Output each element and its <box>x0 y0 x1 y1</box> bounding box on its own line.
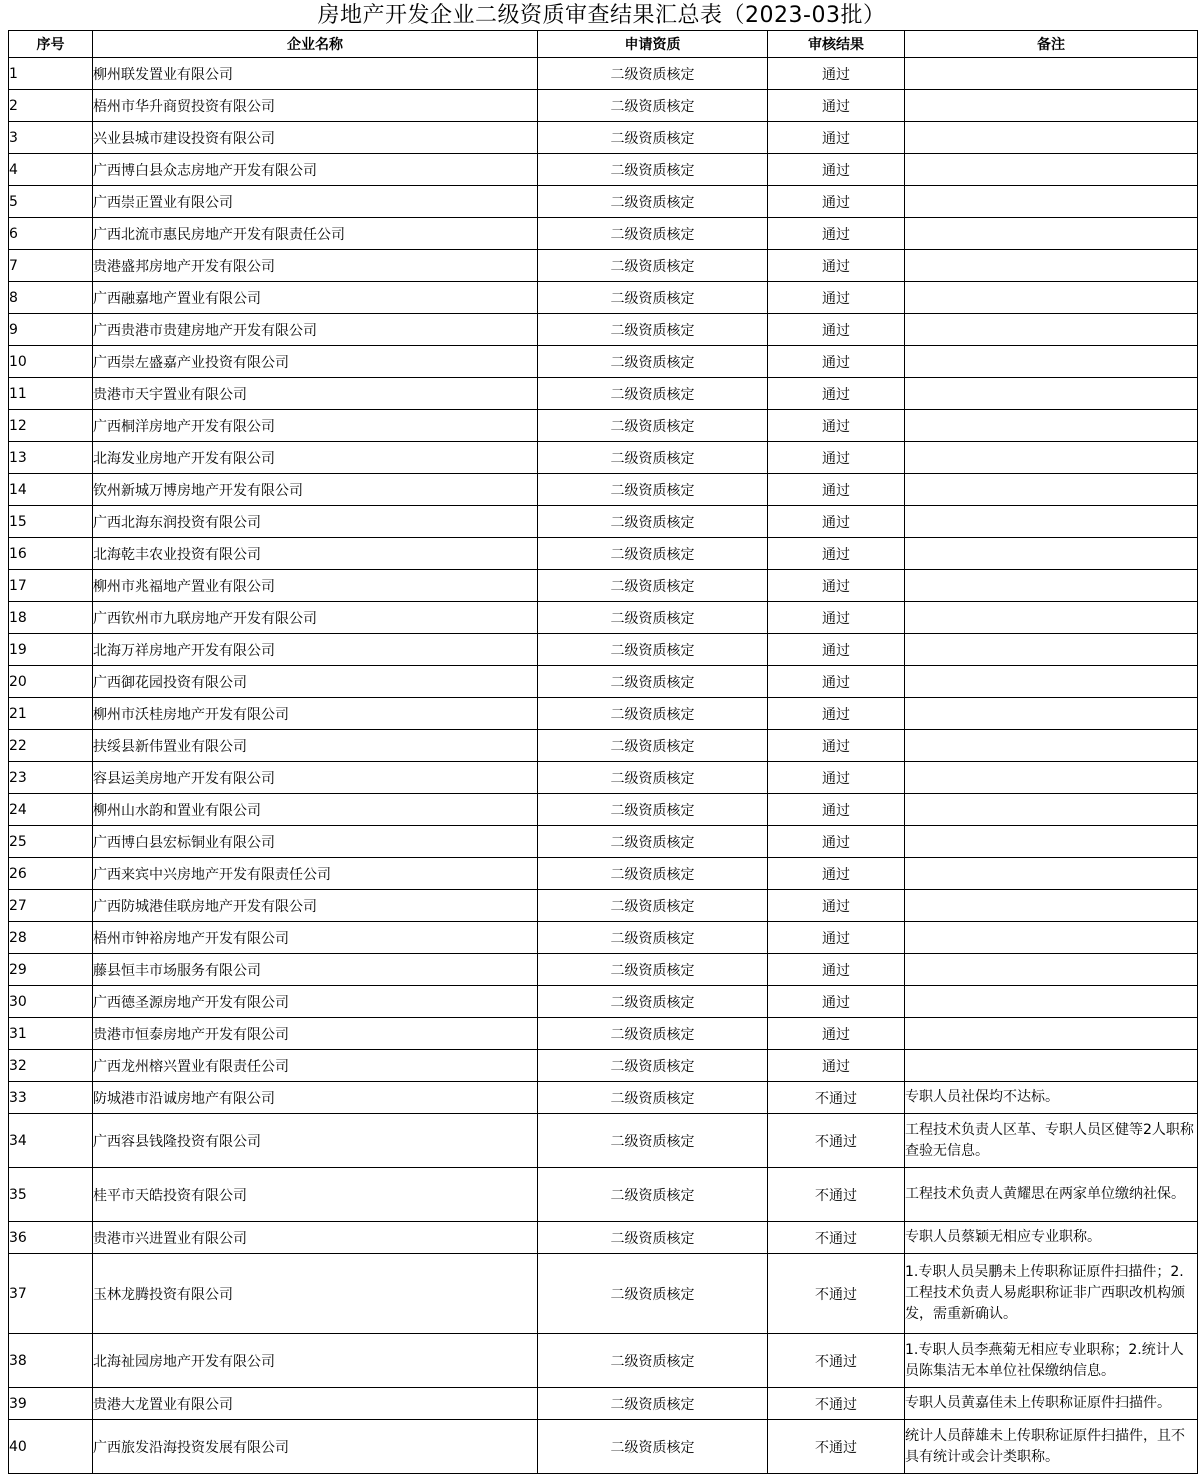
cell-remark <box>905 986 1198 1018</box>
cell-result: 通过 <box>768 1050 905 1082</box>
cell-company-name: 贵港市兴进置业有限公司 <box>93 1222 538 1254</box>
cell-company-name: 广西德圣源房地产开发有限公司 <box>93 986 538 1018</box>
cell-no: 9 <box>9 314 93 346</box>
cell-company-name: 柳州市兆福地产置业有限公司 <box>93 570 538 602</box>
cell-result: 不通过 <box>768 1334 905 1388</box>
cell-qualification: 二级资质核定 <box>538 1388 768 1420</box>
cell-no: 4 <box>9 154 93 186</box>
cell-remark <box>905 250 1198 282</box>
cell-qualification: 二级资质核定 <box>538 602 768 634</box>
cell-no: 13 <box>9 442 93 474</box>
cell-no: 16 <box>9 538 93 570</box>
cell-qualification: 二级资质核定 <box>538 154 768 186</box>
cell-no: 34 <box>9 1114 93 1168</box>
table-row <box>9 538 1198 570</box>
cell-result: 通过 <box>768 570 905 602</box>
cell-remark <box>905 506 1198 538</box>
cell-qualification: 二级资质核定 <box>538 250 768 282</box>
cell-qualification: 二级资质核定 <box>538 442 768 474</box>
table-row <box>9 826 1198 858</box>
cell-result: 通过 <box>768 186 905 218</box>
cell-result: 通过 <box>768 698 905 730</box>
header-result: 审核结果 <box>768 31 905 58</box>
table-row <box>9 794 1198 826</box>
cell-result: 不通过 <box>768 1168 905 1222</box>
cell-remark <box>905 474 1198 506</box>
cell-qualification: 二级资质核定 <box>538 58 768 90</box>
table-row <box>9 1222 1198 1254</box>
cell-remark <box>905 762 1198 794</box>
cell-company-name: 贵港市天宇置业有限公司 <box>93 378 538 410</box>
cell-company-name: 广西桐洋房地产开发有限公司 <box>93 410 538 442</box>
cell-no: 6 <box>9 218 93 250</box>
table-row <box>9 378 1198 410</box>
cell-no: 14 <box>9 474 93 506</box>
cell-qualification: 二级资质核定 <box>538 1168 768 1222</box>
cell-result: 通过 <box>768 442 905 474</box>
cell-qualification: 二级资质核定 <box>538 858 768 890</box>
cell-no: 3 <box>9 122 93 154</box>
table-row <box>9 1254 1198 1334</box>
cell-qualification: 二级资质核定 <box>538 218 768 250</box>
cell-qualification: 二级资质核定 <box>538 634 768 666</box>
table-row <box>9 666 1198 698</box>
cell-result: 不通过 <box>768 1420 905 1474</box>
table-row <box>9 1114 1198 1168</box>
cell-remark: 专职人员蔡颖无相应专业职称。 <box>905 1222 1198 1254</box>
cell-no: 15 <box>9 506 93 538</box>
table-row <box>9 890 1198 922</box>
table-row <box>9 442 1198 474</box>
cell-result: 通过 <box>768 730 905 762</box>
cell-company-name: 防城港市沿诚房地产有限公司 <box>93 1082 538 1114</box>
cell-company-name: 广西北海东润投资有限公司 <box>93 506 538 538</box>
cell-result: 通过 <box>768 218 905 250</box>
cell-company-name: 桂平市天皓投资有限公司 <box>93 1168 538 1222</box>
cell-result: 不通过 <box>768 1114 905 1168</box>
cell-remark <box>905 794 1198 826</box>
cell-company-name: 柳州山水韵和置业有限公司 <box>93 794 538 826</box>
cell-qualification: 二级资质核定 <box>538 1420 768 1474</box>
cell-company-name: 贵港盛邦房地产开发有限公司 <box>93 250 538 282</box>
table-row <box>9 410 1198 442</box>
table-row <box>9 858 1198 890</box>
table-row <box>9 506 1198 538</box>
cell-company-name: 柳州市沃桂房地产开发有限公司 <box>93 698 538 730</box>
cell-company-name: 北海发业房地产开发有限公司 <box>93 442 538 474</box>
cell-remark <box>905 922 1198 954</box>
cell-company-name: 广西崇正置业有限公司 <box>93 186 538 218</box>
cell-company-name: 广西博白县众志房地产开发有限公司 <box>93 154 538 186</box>
cell-qualification: 二级资质核定 <box>538 1114 768 1168</box>
header-remark: 备注 <box>905 31 1198 58</box>
cell-company-name: 广西北流市惠民房地产开发有限责任公司 <box>93 218 538 250</box>
cell-remark <box>905 154 1198 186</box>
cell-remark <box>905 858 1198 890</box>
cell-result: 通过 <box>768 762 905 794</box>
cell-company-name: 广西崇左盛嘉产业投资有限公司 <box>93 346 538 378</box>
cell-qualification: 二级资质核定 <box>538 1222 768 1254</box>
cell-result: 通过 <box>768 634 905 666</box>
cell-company-name: 兴业县城市建设投资有限公司 <box>93 122 538 154</box>
cell-no: 33 <box>9 1082 93 1114</box>
table-row <box>9 218 1198 250</box>
cell-result: 通过 <box>768 474 905 506</box>
cell-qualification: 二级资质核定 <box>538 346 768 378</box>
cell-remark <box>905 58 1198 90</box>
cell-company-name: 广西钦州市九联房地产开发有限公司 <box>93 602 538 634</box>
cell-remark <box>905 186 1198 218</box>
cell-result: 不通过 <box>768 1388 905 1420</box>
cell-remark <box>905 122 1198 154</box>
table-body <box>9 58 1198 1474</box>
cell-company-name: 梧州市钟裕房地产开发有限公司 <box>93 922 538 954</box>
cell-qualification: 二级资质核定 <box>538 378 768 410</box>
cell-qualification: 二级资质核定 <box>538 410 768 442</box>
cell-company-name: 贵港市恒泰房地产开发有限公司 <box>93 1018 538 1050</box>
cell-result: 通过 <box>768 538 905 570</box>
table-row <box>9 986 1198 1018</box>
cell-remark <box>905 538 1198 570</box>
cell-remark <box>905 570 1198 602</box>
table-row <box>9 1082 1198 1114</box>
cell-result: 不通过 <box>768 1222 905 1254</box>
cell-no: 21 <box>9 698 93 730</box>
cell-company-name: 北海祉园房地产开发有限公司 <box>93 1334 538 1388</box>
table-row <box>9 282 1198 314</box>
cell-no: 10 <box>9 346 93 378</box>
cell-qualification: 二级资质核定 <box>538 794 768 826</box>
table-row <box>9 314 1198 346</box>
cell-qualification: 二级资质核定 <box>538 826 768 858</box>
cell-remark <box>905 218 1198 250</box>
cell-remark: 专职人员黄嘉佳未上传职称证原件扫描件。 <box>905 1388 1198 1420</box>
table-row <box>9 58 1198 90</box>
cell-remark <box>905 602 1198 634</box>
table-row <box>9 1334 1198 1388</box>
cell-remark <box>905 378 1198 410</box>
cell-result: 通过 <box>768 602 905 634</box>
cell-no: 24 <box>9 794 93 826</box>
table-row <box>9 186 1198 218</box>
cell-no: 27 <box>9 890 93 922</box>
cell-company-name: 玉林龙腾投资有限公司 <box>93 1254 538 1334</box>
cell-no: 40 <box>9 1420 93 1474</box>
cell-no: 5 <box>9 186 93 218</box>
cell-no: 31 <box>9 1018 93 1050</box>
cell-remark: 1.专职人员李燕菊无相应专业职称；2.统计人员陈集洁无本单位社保缴纳信息。 <box>905 1334 1198 1388</box>
cell-qualification: 二级资质核定 <box>538 282 768 314</box>
cell-no: 36 <box>9 1222 93 1254</box>
cell-qualification: 二级资质核定 <box>538 666 768 698</box>
cell-remark <box>905 634 1198 666</box>
cell-no: 11 <box>9 378 93 410</box>
cell-result: 通过 <box>768 922 905 954</box>
header-qualification: 申请资质 <box>538 31 768 58</box>
cell-company-name: 广西防城港佳联房地产开发有限公司 <box>93 890 538 922</box>
cell-result: 通过 <box>768 666 905 698</box>
cell-qualification: 二级资质核定 <box>538 954 768 986</box>
cell-no: 32 <box>9 1050 93 1082</box>
table-row <box>9 698 1198 730</box>
cell-qualification: 二级资质核定 <box>538 90 768 122</box>
cell-no: 28 <box>9 922 93 954</box>
cell-company-name: 钦州新城万博房地产开发有限公司 <box>93 474 538 506</box>
cell-no: 26 <box>9 858 93 890</box>
cell-no: 35 <box>9 1168 93 1222</box>
cell-remark <box>905 1050 1198 1082</box>
table-row <box>9 154 1198 186</box>
cell-no: 2 <box>9 90 93 122</box>
table-row <box>9 1018 1198 1050</box>
cell-company-name: 容县运美房地产开发有限公司 <box>93 762 538 794</box>
table-row <box>9 634 1198 666</box>
cell-result: 通过 <box>768 890 905 922</box>
cell-result: 通过 <box>768 954 905 986</box>
cell-company-name: 贵港大龙置业有限公司 <box>93 1388 538 1420</box>
cell-company-name: 梧州市华升商贸投资有限公司 <box>93 90 538 122</box>
cell-remark: 工程技术负责人黄耀思在两家单位缴纳社保。 <box>905 1168 1198 1222</box>
cell-result: 通过 <box>768 90 905 122</box>
cell-result: 不通过 <box>768 1254 905 1334</box>
cell-qualification: 二级资质核定 <box>538 1050 768 1082</box>
table-row <box>9 570 1198 602</box>
cell-remark <box>905 826 1198 858</box>
table-row <box>9 762 1198 794</box>
cell-result: 通过 <box>768 378 905 410</box>
cell-no: 12 <box>9 410 93 442</box>
table-row <box>9 346 1198 378</box>
cell-no: 39 <box>9 1388 93 1420</box>
cell-result: 通过 <box>768 826 905 858</box>
cell-company-name: 广西融嘉地产置业有限公司 <box>93 282 538 314</box>
cell-no: 8 <box>9 282 93 314</box>
cell-qualification: 二级资质核定 <box>538 890 768 922</box>
cell-no: 1 <box>9 58 93 90</box>
cell-company-name: 柳州联发置业有限公司 <box>93 58 538 90</box>
cell-remark: 专职人员社保均不达标。 <box>905 1082 1198 1114</box>
table-row <box>9 474 1198 506</box>
cell-company-name: 广西龙州榕兴置业有限责任公司 <box>93 1050 538 1082</box>
cell-qualification: 二级资质核定 <box>538 122 768 154</box>
table-row <box>9 1420 1198 1474</box>
table-row <box>9 954 1198 986</box>
page-title: 房地产开发企业二级资质审查结果汇总表（2023-03批） <box>317 3 886 28</box>
table-row <box>9 250 1198 282</box>
cell-remark <box>905 1018 1198 1050</box>
cell-result: 通过 <box>768 282 905 314</box>
results-table <box>8 30 1198 1474</box>
table-row <box>9 1050 1198 1082</box>
header-company-name: 企业名称 <box>93 31 538 58</box>
cell-result: 通过 <box>768 794 905 826</box>
cell-remark <box>905 90 1198 122</box>
cell-qualification: 二级资质核定 <box>538 698 768 730</box>
cell-remark <box>905 666 1198 698</box>
cell-no: 19 <box>9 634 93 666</box>
cell-qualification: 二级资质核定 <box>538 922 768 954</box>
cell-qualification: 二级资质核定 <box>538 538 768 570</box>
cell-company-name: 广西贵港市贵建房地产开发有限公司 <box>93 314 538 346</box>
cell-no: 30 <box>9 986 93 1018</box>
cell-qualification: 二级资质核定 <box>538 186 768 218</box>
cell-company-name: 北海乾丰农业投资有限公司 <box>93 538 538 570</box>
cell-remark: 统计人员薛雄未上传职称证原件扫描件，且不具有统计或会计类职称。 <box>905 1420 1198 1474</box>
cell-no: 22 <box>9 730 93 762</box>
cell-company-name: 北海万祥房地产开发有限公司 <box>93 634 538 666</box>
cell-result: 通过 <box>768 314 905 346</box>
cell-qualification: 二级资质核定 <box>538 986 768 1018</box>
cell-company-name: 广西来宾中兴房地产开发有限责任公司 <box>93 858 538 890</box>
cell-result: 通过 <box>768 986 905 1018</box>
cell-company-name: 扶绥县新伟置业有限公司 <box>93 730 538 762</box>
header-no: 序号 <box>9 31 93 58</box>
cell-result: 通过 <box>768 858 905 890</box>
cell-remark <box>905 954 1198 986</box>
cell-company-name: 广西容县钱隆投资有限公司 <box>93 1114 538 1168</box>
table-row <box>9 90 1198 122</box>
table-row <box>9 602 1198 634</box>
cell-no: 20 <box>9 666 93 698</box>
cell-result: 通过 <box>768 506 905 538</box>
cell-company-name: 广西御花园投资有限公司 <box>93 666 538 698</box>
cell-qualification: 二级资质核定 <box>538 762 768 794</box>
cell-remark <box>905 730 1198 762</box>
cell-no: 38 <box>9 1334 93 1388</box>
cell-company-name: 广西博白县宏标铜业有限公司 <box>93 826 538 858</box>
cell-remark <box>905 410 1198 442</box>
cell-qualification: 二级资质核定 <box>538 314 768 346</box>
cell-company-name: 藤县恒丰市场服务有限公司 <box>93 954 538 986</box>
table-row <box>9 1168 1198 1222</box>
cell-result: 通过 <box>768 122 905 154</box>
cell-remark <box>905 442 1198 474</box>
table-row <box>9 922 1198 954</box>
cell-remark <box>905 314 1198 346</box>
cell-no: 25 <box>9 826 93 858</box>
cell-no: 17 <box>9 570 93 602</box>
cell-remark: 工程技术负责人区革、专职人员区健等2人职称查验无信息。 <box>905 1114 1198 1168</box>
cell-result: 通过 <box>768 250 905 282</box>
cell-no: 23 <box>9 762 93 794</box>
cell-result: 通过 <box>768 58 905 90</box>
cell-remark <box>905 282 1198 314</box>
cell-qualification: 二级资质核定 <box>538 1334 768 1388</box>
cell-result: 不通过 <box>768 1082 905 1114</box>
cell-remark: 1.专职人员吴鹏未上传职称证原件扫描件；2.工程技术负责人易彪职称证非广西职改机构颁发，需重新确认。 <box>905 1254 1198 1334</box>
cell-qualification: 二级资质核定 <box>538 570 768 602</box>
cell-remark <box>905 346 1198 378</box>
cell-no: 29 <box>9 954 93 986</box>
cell-result: 通过 <box>768 346 905 378</box>
cell-no: 18 <box>9 602 93 634</box>
cell-company-name: 广西旅发沿海投资发展有限公司 <box>93 1420 538 1474</box>
table-row <box>9 122 1198 154</box>
cell-qualification: 二级资质核定 <box>538 506 768 538</box>
table-row <box>9 1388 1198 1420</box>
table-row <box>9 730 1198 762</box>
cell-result: 通过 <box>768 1018 905 1050</box>
table-header-row <box>9 31 1198 58</box>
cell-qualification: 二级资质核定 <box>538 730 768 762</box>
cell-qualification: 二级资质核定 <box>538 1082 768 1114</box>
cell-no: 7 <box>9 250 93 282</box>
cell-qualification: 二级资质核定 <box>538 1254 768 1334</box>
cell-qualification: 二级资质核定 <box>538 1018 768 1050</box>
cell-remark <box>905 698 1198 730</box>
cell-qualification: 二级资质核定 <box>538 474 768 506</box>
cell-result: 通过 <box>768 154 905 186</box>
cell-remark <box>905 890 1198 922</box>
cell-result: 通过 <box>768 410 905 442</box>
cell-no: 37 <box>9 1254 93 1334</box>
